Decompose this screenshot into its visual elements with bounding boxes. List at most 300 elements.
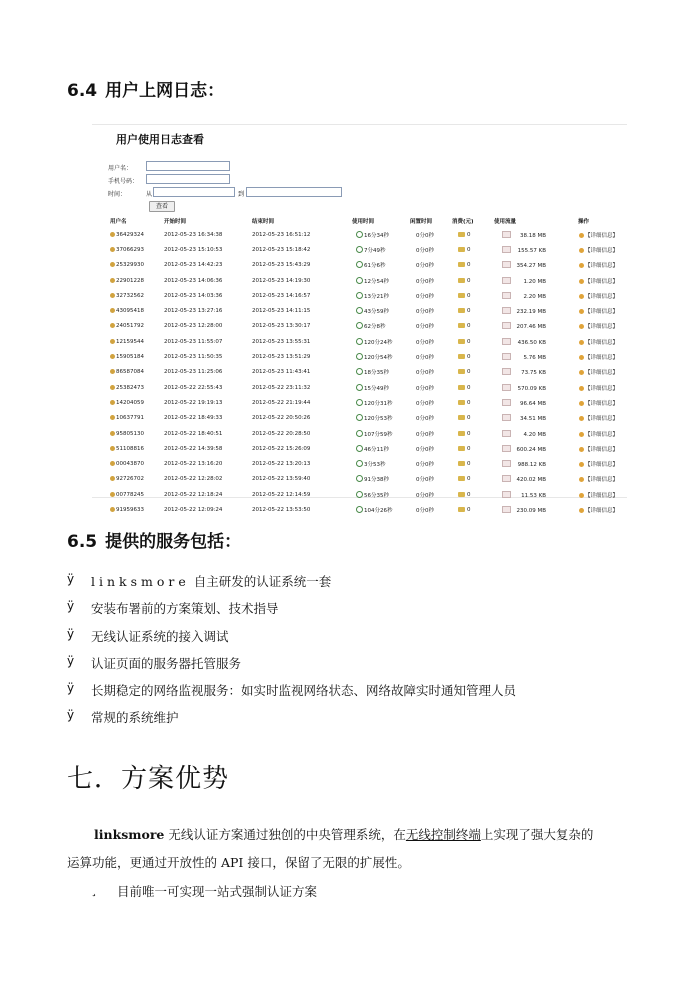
traffic-icon: [502, 399, 511, 406]
detail-link[interactable]: 【详细信息】: [585, 385, 619, 392]
table-row: [92, 380, 669, 395]
cell-cost: 0: [452, 472, 494, 487]
cell-end: 2012-05-23 14:11:15: [252, 308, 311, 315]
bullet-mark: ÿ: [67, 708, 75, 723]
clock-icon: [356, 338, 363, 345]
info-icon: [579, 447, 584, 452]
cell-start: 2012-05-22 22:55:43: [164, 384, 223, 391]
cell-action: [578, 334, 669, 349]
detail-link[interactable]: 【详细信息】: [585, 232, 619, 239]
clock-icon: [356, 475, 363, 482]
table-header-row: [92, 215, 669, 227]
traffic-icon: [502, 491, 511, 498]
cell-flow: 155.57 KB: [494, 242, 578, 257]
detail-link[interactable]: 【详细信息】: [585, 492, 619, 499]
cell-username: 51108816: [92, 441, 164, 456]
traffic-icon: [502, 307, 511, 314]
cell-end: 2012-05-23 15:43:29: [252, 262, 311, 269]
table-row: [92, 426, 669, 441]
phone-label: 手机号码：: [108, 178, 139, 185]
user-icon: [110, 431, 115, 436]
cell-end: 2012-05-22 13:59:40: [252, 476, 311, 483]
user-icon: [110, 339, 115, 344]
cell-action: [578, 411, 669, 426]
traffic-icon: [502, 445, 511, 452]
cell-action: [578, 472, 669, 487]
query-button[interactable]: 查看: [149, 201, 175, 212]
cell-end: 2012-05-23 13:51:29: [252, 354, 311, 361]
col-flow: 使用流量: [494, 219, 517, 225]
col-username: 用户名: [110, 219, 127, 225]
col-action: 操作: [578, 219, 590, 225]
clock-icon: [356, 261, 363, 268]
cell-username: 14204059: [92, 395, 164, 410]
cell-flow: 570.09 KB: [494, 380, 578, 395]
panel-title: 用户使用日志查看: [116, 133, 204, 146]
cell-idle: 0分0秒: [416, 278, 434, 285]
cell-username: 92726702: [92, 472, 164, 487]
cell-action: [578, 441, 669, 456]
table-row: [92, 365, 669, 380]
cell-cost: 0: [452, 426, 494, 441]
detail-link[interactable]: 【详细信息】: [585, 293, 619, 300]
cell-action: [578, 319, 669, 334]
cell-username: 25382473: [92, 380, 164, 395]
cell-idle: 0分0秒: [416, 247, 434, 254]
cell-end: 2012-05-22 15:26:09: [252, 445, 311, 452]
traffic-icon: [502, 414, 511, 421]
bullet-mark: ÿ: [67, 599, 75, 614]
cell-duration: 46分11秒: [352, 441, 410, 456]
info-icon: [579, 508, 584, 513]
cell-end: 2012-05-23 13:30:17: [252, 323, 311, 330]
phone-input[interactable]: [146, 174, 230, 184]
clock-icon: [356, 292, 363, 299]
cell-cost: 0: [452, 258, 494, 273]
cell-flow: 11.53 KB: [494, 487, 578, 502]
cell-start: 2012-05-23 16:34:38: [164, 231, 223, 238]
section-6-4-heading: 6.4 用户上网日志：: [67, 81, 225, 101]
detail-link[interactable]: 【详细信息】: [585, 309, 619, 316]
cell-username: 15905184: [92, 349, 164, 364]
cell-cost: 0: [452, 273, 494, 288]
coin-icon: [458, 308, 465, 313]
traffic-icon: [502, 460, 511, 467]
cell-idle: 0分0秒: [416, 431, 434, 438]
cell-cost: 0: [452, 242, 494, 257]
cell-flow: 5.76 MB: [494, 349, 578, 364]
info-icon: [579, 309, 584, 314]
cell-duration: 12分54秒: [352, 273, 410, 288]
cell-start: 2012-05-23 11:50:35: [164, 354, 223, 361]
start-time-input[interactable]: [153, 187, 235, 197]
time-label: 时间：: [108, 191, 127, 198]
clock-icon: [356, 414, 363, 421]
cell-idle: 0分0秒: [416, 232, 434, 239]
info-icon: [579, 493, 584, 498]
cell-action: [578, 426, 669, 441]
detail-link[interactable]: 【详细信息】: [585, 446, 619, 453]
coin-icon: [458, 278, 465, 283]
info-icon: [579, 432, 584, 437]
cell-end: 2012-05-22 13:20:13: [252, 461, 311, 468]
cell-action: [578, 365, 669, 380]
cell-flow: 4.20 MB: [494, 426, 578, 441]
info-icon: [579, 401, 584, 406]
clock-icon: [356, 506, 363, 513]
coin-icon: [458, 323, 465, 328]
user-icon: [110, 415, 115, 420]
cell-duration: 104分26秒: [352, 502, 410, 517]
cell-username: 10637791: [92, 411, 164, 426]
traffic-icon: [502, 277, 511, 284]
cell-idle: 0分0秒: [416, 355, 434, 362]
detail-link[interactable]: 【详细信息】: [585, 462, 619, 469]
table-row: [92, 472, 669, 487]
advantage-bullet-text: 目前唯一可实现一站式强制认证方案: [117, 884, 318, 899]
cell-cost: 0: [452, 456, 494, 471]
user-icon: [110, 323, 115, 328]
username-input[interactable]: [146, 161, 230, 171]
traffic-icon: [502, 353, 511, 360]
info-icon: [579, 279, 584, 284]
traffic-icon: [502, 292, 511, 299]
col-start-time: 开始时间: [164, 219, 187, 225]
cell-action: [578, 487, 669, 502]
detail-link[interactable]: 【详细信息】: [585, 278, 619, 285]
cell-cost: 0: [452, 303, 494, 318]
table-row: [92, 258, 669, 273]
user-icon: [110, 262, 115, 267]
cell-start: 2012-05-22 12:18:24: [164, 491, 223, 498]
traffic-icon: [502, 475, 511, 482]
advantage-bullet: ¸: [91, 883, 97, 897]
detail-link[interactable]: 【详细信息】: [585, 370, 619, 377]
cell-flow: 600.24 MB: [494, 441, 578, 456]
log-table: [92, 215, 669, 518]
user-icon: [110, 476, 115, 481]
detail-link[interactable]: 【详细信息】: [585, 263, 619, 270]
clock-icon: [356, 445, 363, 452]
cell-start: 2012-05-23 14:42:23: [164, 262, 223, 269]
cell-action: [578, 303, 669, 318]
clock-icon: [356, 322, 363, 329]
detail-link[interactable]: 【详细信息】: [585, 339, 619, 346]
table-row: [92, 502, 669, 517]
cell-start: 2012-05-22 12:28:02: [164, 476, 223, 483]
cell-action: [578, 349, 669, 364]
cell-end: 2012-05-23 16:51:12: [252, 231, 311, 238]
detail-link[interactable]: 【详细信息】: [585, 431, 619, 438]
table-row: [92, 456, 669, 471]
brand-name: linksmore: [91, 574, 190, 589]
col-cost: 消费(元): [452, 219, 474, 225]
detail-link[interactable]: 【详细信息】: [585, 507, 619, 514]
cell-idle: 0分0秒: [416, 263, 434, 270]
bullet-mark: ÿ: [67, 653, 75, 668]
cell-idle: 0分0秒: [416, 492, 434, 499]
table-row: [92, 273, 669, 288]
traffic-icon: [502, 368, 511, 375]
coin-icon: [458, 461, 465, 466]
cell-action: [578, 380, 669, 395]
cell-end: 2012-05-23 14:19:30: [252, 277, 311, 284]
cell-start: 2012-05-23 13:27:16: [164, 308, 223, 315]
user-icon: [110, 446, 115, 451]
cell-idle: 0分0秒: [416, 446, 434, 453]
detail-link[interactable]: 【详细信息】: [585, 400, 619, 407]
detail-link[interactable]: 【详细信息】: [585, 416, 619, 423]
bullet-mark: ÿ: [67, 681, 75, 696]
cell-cost: 0: [452, 319, 494, 334]
table-row: [92, 288, 669, 303]
col-end-time: 结束时间: [252, 219, 275, 225]
cell-cost: 0: [452, 395, 494, 410]
cell-flow: 1.20 MB: [494, 273, 578, 288]
clock-icon: [356, 353, 363, 360]
clock-icon: [356, 491, 363, 498]
cell-start: 2012-05-23 11:55:07: [164, 338, 223, 345]
cell-duration: 107分59秒: [352, 426, 410, 441]
cell-idle: 0分0秒: [416, 339, 434, 346]
user-icon: [110, 507, 115, 512]
info-icon: [579, 477, 584, 482]
advantage-paragraph-line-1: linksmore 无线认证方案通过独创的中央管理系统，在无线控制终端上实现了强大复杂的: [94, 827, 594, 842]
from-label: 从: [146, 191, 153, 198]
cell-end: 2012-05-22 13:53:50: [252, 506, 311, 513]
cell-username: 91959633: [92, 502, 164, 517]
info-icon: [579, 386, 584, 391]
advantage-paragraph-line-2: 运算功能，更通过开放性的 API 接口，保留了无限的扩展性。: [67, 855, 410, 870]
cell-duration: 56分35秒: [352, 487, 410, 502]
cell-idle: 0分0秒: [416, 477, 434, 484]
info-icon: [579, 462, 584, 467]
traffic-icon: [502, 338, 511, 345]
user-log-screenshot: [92, 124, 627, 514]
cell-username: 32732562: [92, 288, 164, 303]
clock-icon: [356, 430, 363, 437]
traffic-icon: [502, 384, 511, 391]
coin-icon: [458, 400, 465, 405]
info-icon: [579, 248, 584, 253]
cell-action: [578, 242, 669, 257]
cell-username: 12159544: [92, 334, 164, 349]
cell-end: 2012-05-22 12:14:59: [252, 491, 311, 498]
clock-icon: [356, 460, 363, 467]
traffic-icon: [502, 506, 511, 513]
detail-link[interactable]: 【详细信息】: [585, 355, 619, 362]
cell-start: 2012-05-23 14:03:36: [164, 292, 223, 299]
cell-end: 2012-05-22 23:11:32: [252, 384, 311, 391]
bullet-mark: ÿ: [67, 626, 75, 641]
coin-icon: [458, 293, 465, 298]
cell-username: 95805130: [92, 426, 164, 441]
table-row: [92, 349, 669, 364]
cell-start: 2012-05-23 11:25:06: [164, 369, 223, 376]
cell-start: 2012-05-23 15:10:53: [164, 246, 223, 253]
section-7-heading: 七．方案优势: [67, 764, 230, 794]
cell-flow: 34.51 MB: [494, 411, 578, 426]
cell-flow: 436.50 KB: [494, 334, 578, 349]
cell-username: 25329930: [92, 258, 164, 273]
user-icon: [110, 354, 115, 359]
cell-action: [578, 288, 669, 303]
traffic-icon: [502, 231, 511, 238]
cell-flow: 96.64 MB: [494, 395, 578, 410]
cell-cost: 0: [452, 365, 494, 380]
cell-flow: 232.19 MB: [494, 303, 578, 318]
end-time-input[interactable]: [246, 187, 342, 197]
cell-cost: 0: [452, 487, 494, 502]
user-icon: [110, 461, 115, 466]
cell-username: 43095418: [92, 303, 164, 318]
cell-cost: 0: [452, 441, 494, 456]
cell-action: [578, 395, 669, 410]
cell-cost: 0: [452, 349, 494, 364]
cell-duration: 120分24秒: [352, 334, 410, 349]
cell-duration: 13分21秒: [352, 288, 410, 303]
traffic-icon: [502, 430, 511, 437]
coin-icon: [458, 339, 465, 344]
clock-icon: [356, 246, 363, 253]
log-table-body: [92, 227, 669, 518]
user-icon: [110, 247, 115, 252]
cell-cost: 0: [452, 380, 494, 395]
table-row: [92, 487, 669, 502]
info-icon: [579, 294, 584, 299]
clock-icon: [356, 277, 363, 284]
cell-start: 2012-05-22 14:39:58: [164, 445, 223, 452]
table-row: [92, 395, 669, 410]
table-row: [92, 303, 669, 318]
cell-duration: 62分8秒: [352, 319, 410, 334]
coin-icon: [458, 354, 465, 359]
to-label: 到: [238, 191, 245, 198]
cell-username: 00778245: [92, 487, 164, 502]
coin-icon: [458, 507, 465, 512]
section-6-5-heading: 6.5 提供的服务包括：: [67, 532, 242, 552]
cell-username: 24051792: [92, 319, 164, 334]
cell-username: 00043870: [92, 456, 164, 471]
cell-duration: 16分34秒: [352, 227, 410, 242]
cell-cost: 0: [452, 288, 494, 303]
cell-start: 2012-05-22 19:19:13: [164, 399, 223, 406]
cell-start: 2012-05-23 14:06:36: [164, 277, 223, 284]
coin-icon: [458, 247, 465, 252]
cell-duration: 43分59秒: [352, 303, 410, 318]
info-icon: [579, 355, 584, 360]
cell-cost: 0: [452, 502, 494, 517]
traffic-icon: [502, 261, 511, 268]
table-row: [92, 319, 669, 334]
clock-icon: [356, 399, 363, 406]
table-row: [92, 441, 669, 456]
user-icon: [110, 278, 115, 283]
cell-username: 22901228: [92, 273, 164, 288]
cell-end: 2012-05-23 14:16:57: [252, 292, 311, 299]
cell-duration: 15分49秒: [352, 380, 410, 395]
cell-end: 2012-05-22 21:19:44: [252, 399, 311, 406]
col-duration: 使用时间: [352, 219, 375, 225]
clock-icon: [356, 307, 363, 314]
cell-flow: 988.12 KB: [494, 456, 578, 471]
cell-duration: 91分38秒: [352, 472, 410, 487]
cell-cost: 0: [452, 334, 494, 349]
cell-end: 2012-05-23 13:55:31: [252, 338, 311, 345]
user-icon: [110, 308, 115, 313]
cell-start: 2012-05-22 12:09:24: [164, 506, 223, 513]
traffic-icon: [502, 246, 511, 253]
coin-icon: [458, 385, 465, 390]
cell-cost: 0: [452, 411, 494, 426]
coin-icon: [458, 476, 465, 481]
brand-name: linksmore: [94, 827, 165, 842]
user-icon: [110, 492, 115, 497]
cell-flow: 230.09 MB: [494, 502, 578, 517]
cell-flow: 38.18 MB: [494, 227, 578, 242]
cell-duration: 18分35秒: [352, 365, 410, 380]
info-icon: [579, 370, 584, 375]
info-icon: [579, 340, 584, 345]
detail-link[interactable]: 【详细信息】: [585, 247, 619, 254]
info-icon: [579, 324, 584, 329]
detail-link[interactable]: 【详细信息】: [585, 324, 619, 331]
cell-action: [578, 258, 669, 273]
coin-icon: [458, 415, 465, 420]
cell-end: 2012-05-23 11:43:41: [252, 369, 311, 376]
cell-duration: 120分53秒: [352, 411, 410, 426]
table-row: [92, 334, 669, 349]
cell-duration: 61分6秒: [352, 258, 410, 273]
cell-start: 2012-05-22 18:49:33: [164, 415, 223, 422]
cell-flow: 2.20 MB: [494, 288, 578, 303]
cell-idle: 0分0秒: [416, 309, 434, 316]
info-icon: [579, 263, 584, 268]
clock-icon: [356, 231, 363, 238]
traffic-icon: [502, 322, 511, 329]
cell-flow: 354.27 MB: [494, 258, 578, 273]
underlined-term: 无线控制终端: [405, 827, 481, 842]
cell-action: [578, 456, 669, 471]
coin-icon: [458, 431, 465, 436]
bullet-mark: ÿ: [67, 572, 75, 586]
cell-username: 37066293: [92, 242, 164, 257]
coin-icon: [458, 232, 465, 237]
cell-duration: 3分53秒: [352, 456, 410, 471]
cell-end: 2012-05-22 20:50:26: [252, 415, 311, 422]
user-icon: [110, 293, 115, 298]
table-row: [92, 411, 669, 426]
detail-link[interactable]: 【详细信息】: [585, 477, 619, 484]
coin-icon: [458, 492, 465, 497]
cell-idle: 0分0秒: [416, 370, 434, 377]
cell-action: [578, 273, 669, 288]
table-row: [92, 242, 669, 257]
cell-idle: 0分0秒: [416, 293, 434, 300]
cell-idle: 0分0秒: [416, 385, 434, 392]
clock-icon: [356, 368, 363, 375]
user-icon: [110, 369, 115, 374]
cell-idle: 0分0秒: [416, 324, 434, 331]
info-icon: [579, 233, 584, 238]
user-icon: [110, 385, 115, 390]
cell-flow: 207.46 MB: [494, 319, 578, 334]
cell-username: 86587084: [92, 365, 164, 380]
cell-duration: 120分31秒: [352, 395, 410, 410]
cell-idle: 0分0秒: [416, 507, 434, 514]
user-icon: [110, 232, 115, 237]
cell-duration: 7分49秒: [352, 242, 410, 257]
